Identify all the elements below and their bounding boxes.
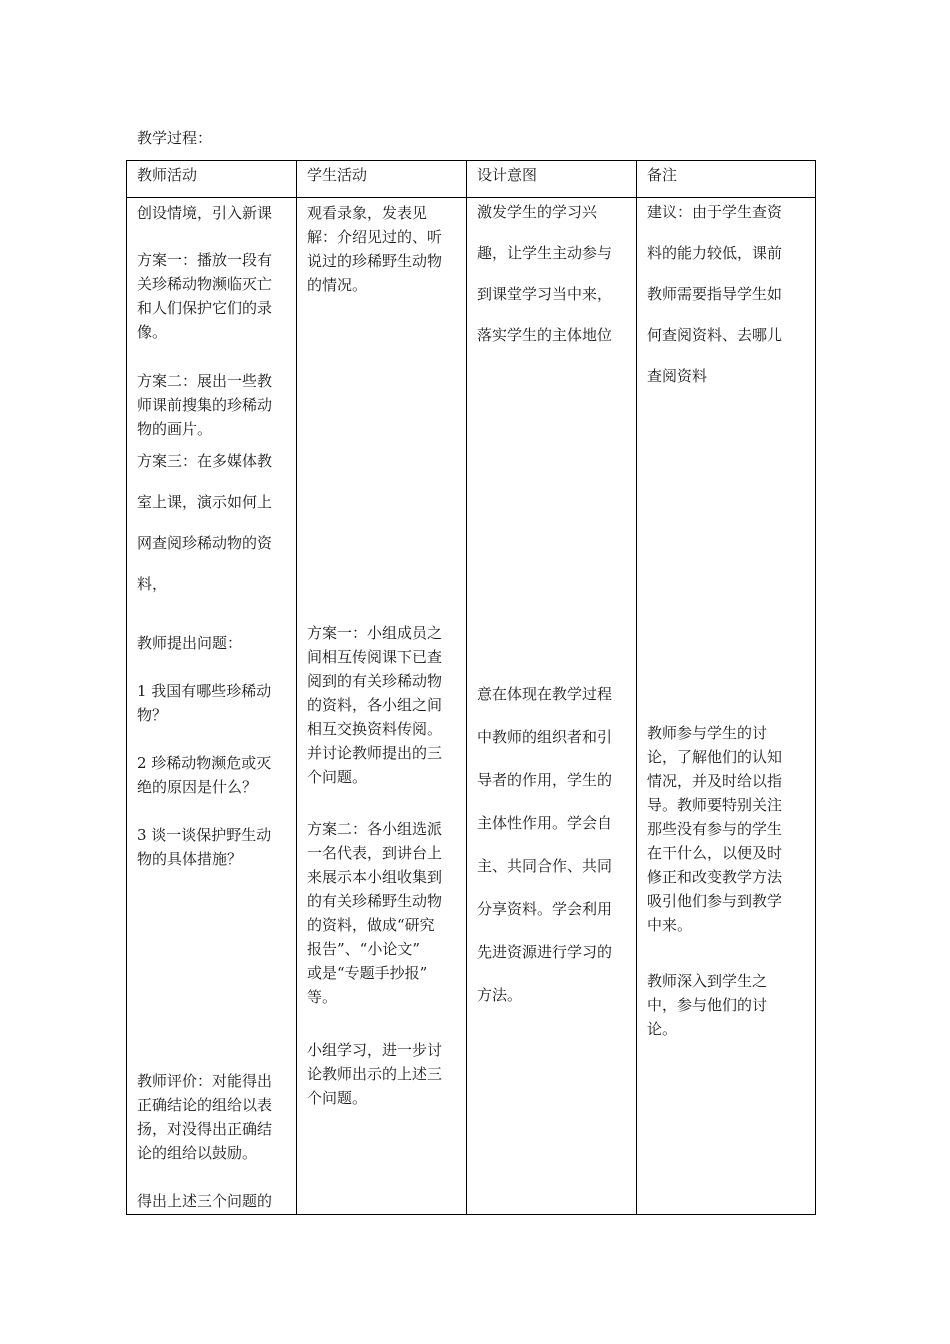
text-block: 得出上述三个问题的 bbox=[137, 1192, 273, 1210]
table-border-top bbox=[126, 160, 816, 161]
text-block: 观看录象，发表见 解：介绍见过的、听 说过的珍稀野生动物 的情况。 bbox=[307, 204, 443, 294]
header-design-intent: 设计意图 bbox=[477, 166, 538, 184]
text-block: 方案二：各小组选派 一名代表，到讲台上 来展示本小组收集到 的有关珍稀野生动物 的资料，做成“研究 报告”、“小论文” 或是“专题手抄报” 等。 bbox=[307, 820, 443, 1006]
text-block: 方案二：展出一些教 师课前搜集的珍稀动 物的画片。 bbox=[137, 372, 273, 438]
text-block: 方案三：在多媒体教 室上课，演示如何上 网查阅珍稀动物的资 料， bbox=[137, 452, 273, 593]
section-caption: 教学过程： bbox=[137, 129, 213, 147]
text-block: 意在体现在教学过程 中教师的组织者和引 导者的作用，学生的 主体性作用。学会自 主、共同合作、共同 分享资料。学会利用 先进资源进行学习的 方法。 bbox=[477, 685, 613, 1004]
question-item: 2 珍稀动物濒危或灭 绝的原因是什么？ bbox=[137, 754, 272, 796]
text-block: 教师评价：对能得出 正确结论的组给以表 扬，对没得出正确结 论的组给以鼓励。 bbox=[137, 1072, 273, 1162]
column-border bbox=[815, 160, 816, 1215]
column-border bbox=[296, 160, 297, 1215]
text-block: 建议：由于学生查资 料的能力较低，课前 教师需要指导学生如 何查阅资料、去哪儿 查阅资料 bbox=[647, 203, 783, 385]
text-block: 方案一：播放一段有 关珍稀动物濒临灭亡 和人们保护它们的录 像。 bbox=[137, 251, 273, 341]
column-border bbox=[466, 160, 467, 1215]
text-block: 教师提出问题： bbox=[137, 634, 243, 652]
table-border-bottom bbox=[126, 1214, 816, 1215]
column-border bbox=[636, 160, 637, 1215]
text-block: 教师参与学生的讨 论，了解他们的认知 情况，并及时给以指 导。教师要特别关注 那些没有参与的学生 在干什么，以便及时 修正和改变教学方法 吸引他们参与到教学 中来。 bbox=[647, 724, 783, 934]
text-block: 方案一：小组成员之 间相互传阅课下已查 阅到的有关珍稀动物 的资料，各小组之间 相互交换资料传阅。 并讨论教师提出的三 个问题。 bbox=[307, 624, 443, 786]
text-block: 教师深入到学生之 中，参与他们的讨 论。 bbox=[647, 972, 768, 1038]
text-block: 小组学习，进一步讨 论教师出示的上述三 个问题。 bbox=[307, 1041, 443, 1107]
text-block: 创设情境，引入新课 bbox=[137, 204, 273, 222]
question-item: 1 我国有哪些珍稀动 物？ bbox=[137, 682, 272, 724]
column-border bbox=[126, 160, 127, 1215]
header-student-activity: 学生活动 bbox=[307, 166, 368, 184]
header-remarks: 备注 bbox=[647, 166, 678, 184]
text-block: 激发学生的学习兴 趣，让学生主动参与 到课堂学习当中来， 落实学生的主体地位 bbox=[477, 203, 613, 344]
header-teacher-activity: 教师活动 bbox=[137, 166, 198, 184]
question-item: 3 谈一谈保护野生动 物的具体措施？ bbox=[137, 826, 272, 868]
